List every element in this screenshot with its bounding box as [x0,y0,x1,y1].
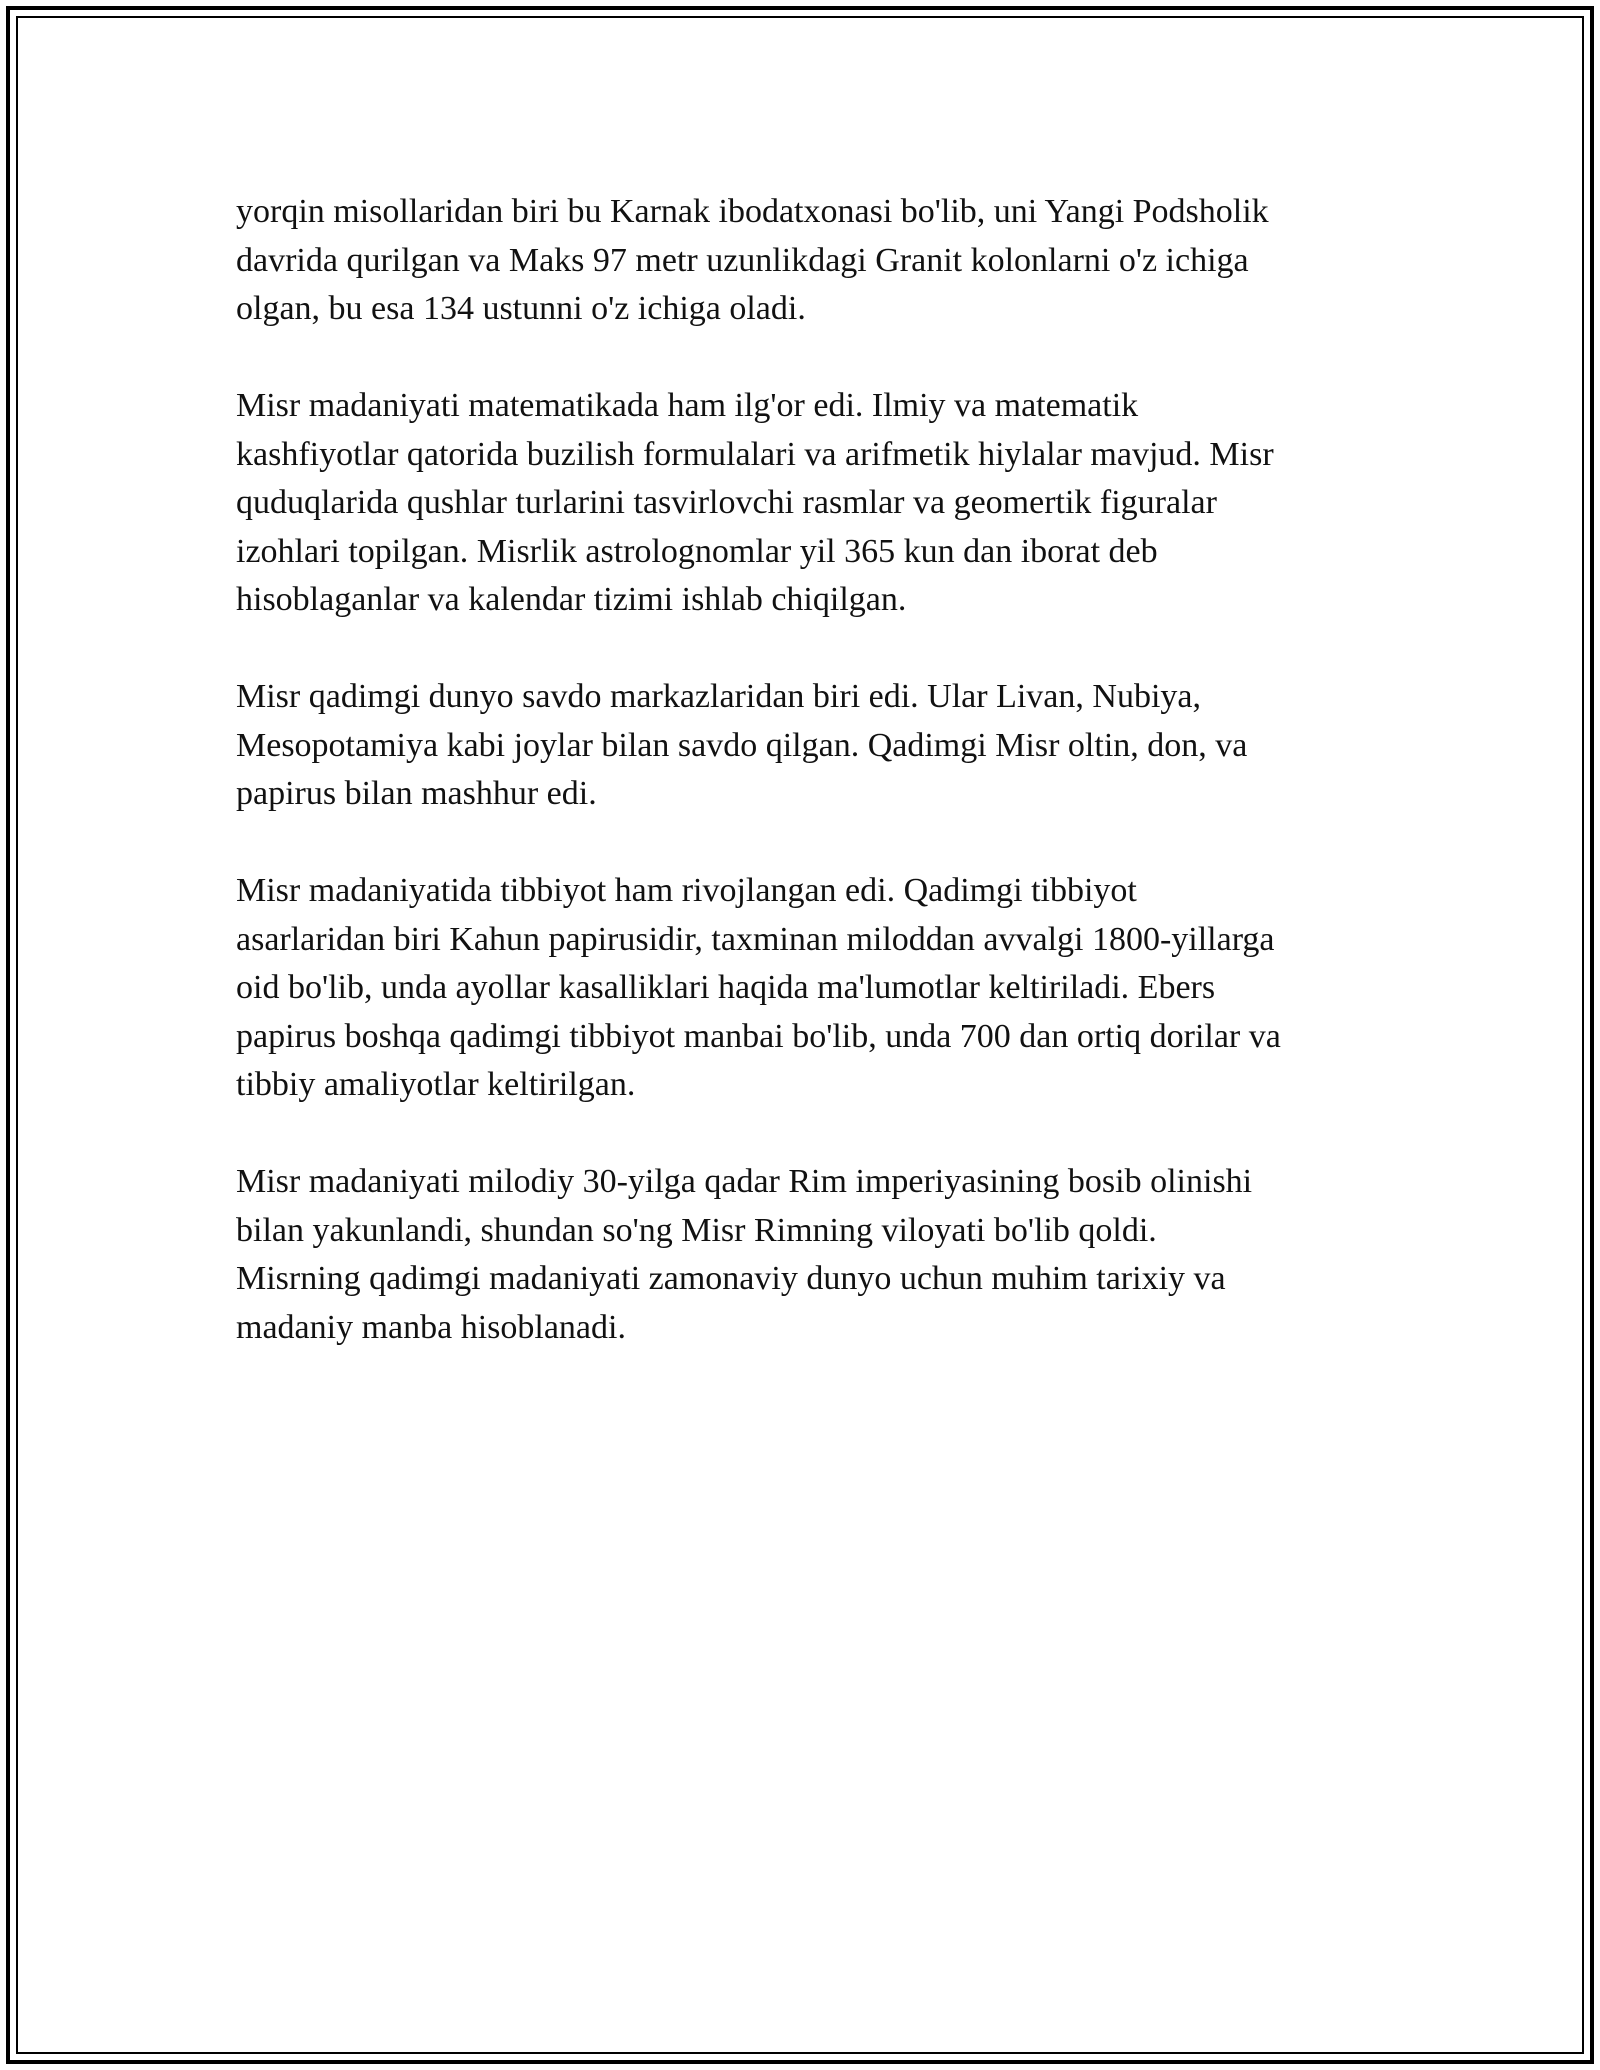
paragraph-trade: Misr qadimgi dunyo savdo markazlaridan biri edi. Ular Livan, Nubiya, Mesopotamiya kabi joylar bilan savdo qilgan. Qadimgi Misr oltin, don, va papirus bilan mashhur edi. [236,678,1248,812]
paragraph-conclusion: Misr madaniyati milodiy 30-yilga qadar Rim imperiyasining bosib olinishi bilan yakunlandi, shundan so'ng Misr Rimning viloyati bo'lib qoldi. Misrning qadimgi madaniyati zamonaviy dunyo uchun muhim tarixiy va madaniy manba hisoblanadi. [236,1163,1253,1346]
paragraph-medicine: Misr madaniyatida tibbiyot ham rivojlangan edi. Qadimgi tibbiyot asarlaridan biri Kahun papirusidir, taxminan miloddan avvalgi 1800-yillarga oid bo'lib, unda ayollar kasalliklari haqida ma'lumotlar keltiriladi. Ebers papirus boshqa qadimgi tibbiyot manbai bo'lib, unda 700 dan ortiq dorilar va tibbiy amaliyotlar keltirilgan. [236,872,1281,1103]
paragraph-karnak: yorqin misollaridan biri bu Karnak ibodatxonasi bo'lib, uni Yangi Podsholik davrida qurilgan va Maks 97 metr uzunlikdagi Granit kolonlarni o'z ichiga olgan, bu esa 134 ustunni o'z ichiga oladi. [236,193,1269,327]
document-body [236,188,1376,1401]
paragraph-mathematics: Misr madaniyati matematikada ham ilg'or edi. Ilmiy va matematik kashfiyotlar qatorida buzilish formulalari va arifmetik hiylalar mavjud. Misr quduqlarida qushlar turlarini tasvirlovchi rasmlar va geomertik figuralar izohlari topilgan. Misrlik astrolognomlar yil 365 kun dan iborat deb hisoblaganlar va kalendar tizimi ishlab chiqilgan. [236,387,1274,618]
